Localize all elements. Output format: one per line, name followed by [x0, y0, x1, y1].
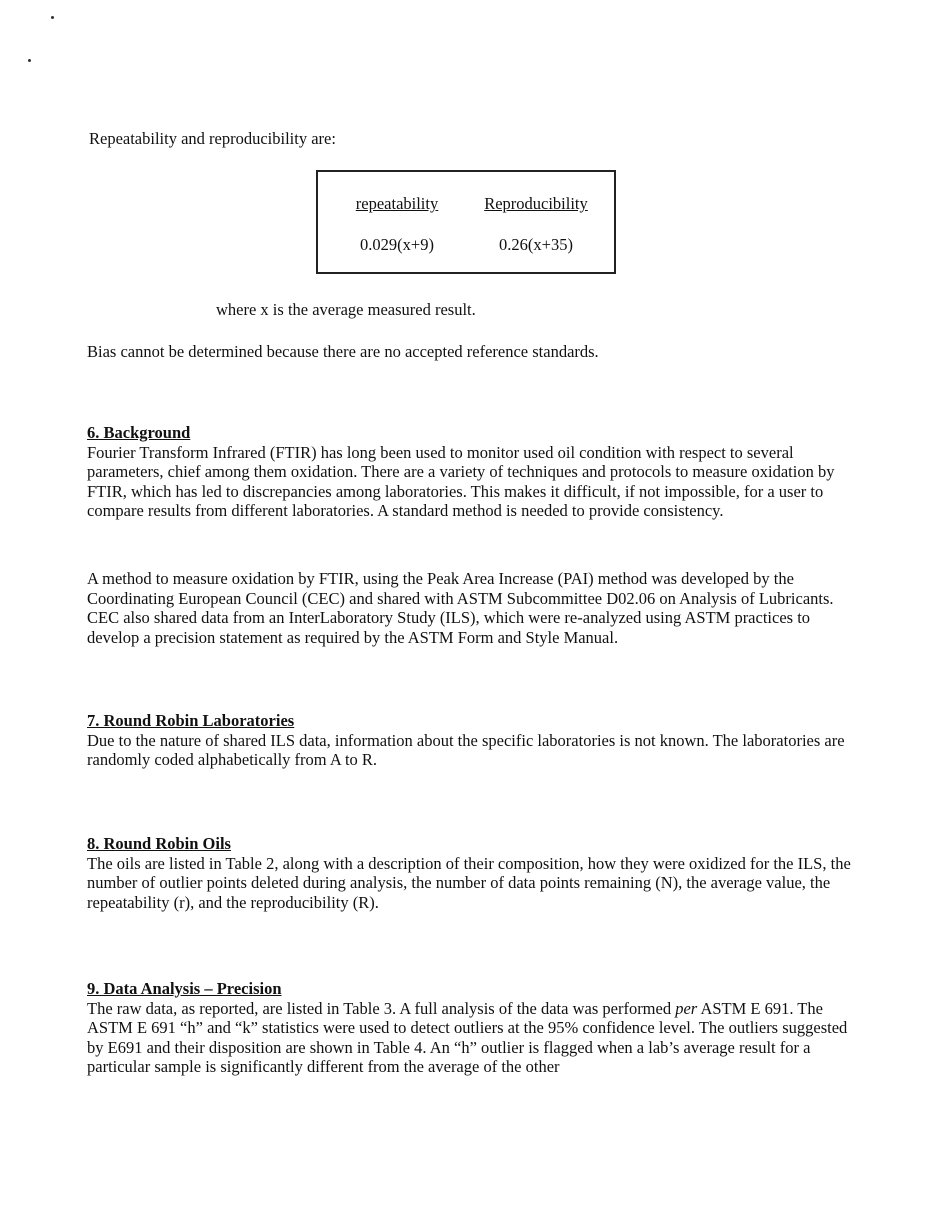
section-analysis	[87, 979, 857, 1077]
section-background	[87, 423, 857, 521]
intro-text: Repeatability and reproducibility are:	[89, 129, 336, 148]
section-oils	[87, 834, 857, 912]
section-paragraph: Fourier Transform Infrared (FTIR) has long been used to monitor used oil condition with respect to several parameters, chief among them oxidation. There are a variety of techniques and protocols to measure oxidation by FTIR, which has led to discrepancies among laboratories. This makes it difficult, if not impossible, for a user to compare results from different laboratories. A standard method is needed to provide consistency.	[87, 442, 835, 520]
section-heading: 8. Round Robin Oils	[87, 834, 231, 853]
section-paragraph-part: The raw data, as reported, are listed in Table 3. A full analysis of the data was performed	[87, 998, 672, 1018]
reproducibility-value: 0.26(x+35)	[499, 235, 573, 254]
section-heading: 9. Data Analysis – Precision	[87, 979, 282, 998]
bias-note: Bias cannot be determined because there are no accepted reference standards.	[87, 342, 599, 361]
section-paragraph: The oils are listed in Table 2, along with a description of their composition, how they were oxidized for the ILS, the number of outlier points deleted during analysis, the number of data points remaining (N), the average value, the repeatability (r), and the reproducibility (R).	[87, 853, 851, 912]
precision-table	[316, 170, 616, 274]
section-paragraph-part: ASTM E 691. The ASTM E 691 “h” and “k” statistics were used to detect outliers at the 95% confidence level. The outliers suggested by E691 and their disposition are shown in Table 4. An “h” outlier is flagged when a lab’s average result for a particular sample is significantly different from the average of the other	[87, 998, 848, 1076]
scan-speck	[28, 59, 31, 62]
reproducibility-header: Reproducibility	[484, 194, 588, 213]
section-paragraph: A method to measure oxidation by FTIR, using the Peak Area Increase (PAI) method was developed by the Coordinating European Council (CEC) and shared with ASTM Subcommittee D02.06 on Analysis of Lubricants. CEC also shared data from an InterLaboratory Study (ILS), which were re-analyzed using ASTM practices to develop a precision statement as required by the ASTM Form and Style Manual.	[87, 569, 834, 647]
section-paragraph: Due to the nature of shared ILS data, information about the specific laboratories is not known. The laboratories are randomly coded alphabetically from A to R.	[87, 730, 845, 769]
scan-speck	[51, 16, 54, 19]
section-heading: 7. Round Robin Laboratories	[87, 711, 295, 730]
repeatability-value: 0.029(x+9)	[360, 235, 434, 254]
italic-per: per	[675, 998, 698, 1018]
repeatability-header: repeatability	[355, 194, 439, 213]
section-labs	[87, 711, 857, 770]
section-heading: 6. Background	[87, 423, 191, 442]
where-note: where x is the average measured result.	[216, 300, 476, 319]
